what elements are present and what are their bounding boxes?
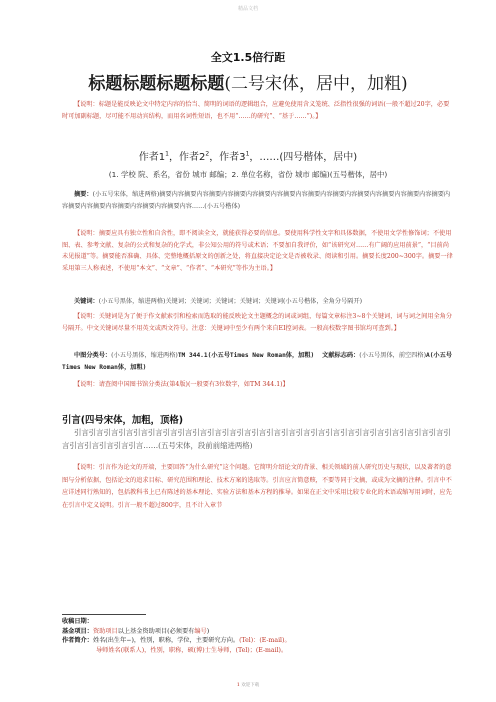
abstract-label: 摘要：	[74, 191, 93, 198]
abstract-explanation: 【说明：摘要应具有独立性和自含性，即不阅读全文，就能获得必要的信息。要使用科学性文字和具体数据，不使用文学性修饰词；不使用图、表、参考文献、复杂的公式和复杂的化学式，非公知公用的符号或术语；不要加自我评价，如“该研究对……有广阔的应用前景”，“目前尚未见报道”等。摘要能否准确、具体、完整地概括原文的创新之处，将直接决定论文是否被收录、阅读和引用。摘要长度200~300字。摘要一律采用第三人称表述，不使用“本文”、“文章”、“作者”、“本研究”等作为主语。】	[62, 230, 453, 272]
fund-text-highlight: 资助项目	[92, 627, 118, 635]
intro-heading: 引言(四号宋体，加粗，顶格)	[62, 415, 184, 426]
intro-explanation: 【说明：引言作为论文的开端，主要回答“为什么研究”这个问题。它简明介绍论文的背景、相关领域的前人研究历史与现状，以及著者的意图与分析依据，包括论文的追求目标、研究范围和理论、技术方案的选取等。引言应言简意赅，不要等同于文摘，或成为文摘的注释。引言中不应详述同行熟知的，包括教科书上已有陈述的基本理论、实验方法和基本方程的推导。如果在正文中采用比较专业化的术语或缩写用词时，应先在引言中定义说明。引言一般不超过800字，且不计入章节	[62, 464, 452, 509]
page-number	[0, 682, 496, 688]
doc-code-hint: (小五号黑体，前空四格)	[359, 352, 426, 359]
author-format-note: ，……(四号楷体，居中)	[249, 152, 358, 163]
fund-text: 以上基金资助项目(必须要有	[117, 627, 195, 635]
author-2: ，作者2	[168, 152, 206, 163]
page-number-value: 1	[236, 682, 240, 688]
abstract-text: (小五号宋体，缩进两格)摘要内容摘要内容摘要内容摘要内容摘要内容摘要内容摘要内容摘要内容摘要内容摘要内容摘要内容摘要内容摘要内容摘要内容摘要内容摘要内容摘要内容……(小五号楷体)	[62, 191, 451, 210]
header-watermark: 精品文档	[237, 6, 258, 12]
footnote-tutor: 导师姓名(联系人)，性别，职称，硕(博)士生导师，(Tel)；(E-mail)。	[96, 646, 288, 654]
line-spacing-note: 全文1.5倍行距	[210, 51, 286, 64]
keywords-paragraph	[62, 296, 454, 308]
classification-paragraph	[62, 350, 454, 373]
keywords-text: (小五号黑体，缩进两格)关键词；关键词；关键词；关键词；关键词(小五号楷体，全角分号隔开)	[98, 298, 363, 305]
page-number-suffix: 欢迎下载	[241, 683, 260, 688]
keywords-explanation: 【说明：关键词是为了便于作文献索引和检索而选取的能反映论文主题概念的词或词组，每篇文章标注3~8个关键词，词与词之间用全角分号隔开。中文关键词尽量不用英文或西文符号。注意：关键词中至少有两个来自EI控词表。一般高校数字图书馆均可查到。】	[62, 313, 453, 332]
classification-hint: (小五号黑体，缩进两格)	[111, 352, 178, 359]
keywords-label: 关键词：	[74, 298, 99, 305]
abstract-paragraph	[62, 189, 454, 212]
author-bio-text: 姓名(出生年−)，性别，职称，学位，主要研究方向。	[92, 637, 240, 645]
fund-text-highlight-2: 编号	[194, 627, 207, 635]
footnote-received	[62, 617, 454, 627]
footnote-fund	[62, 627, 454, 637]
fund-label: 基金项目：	[62, 627, 93, 635]
author-3-affil-index: 1	[245, 150, 250, 158]
received-label: 收稿日期：	[62, 618, 93, 625]
paper-title-main: 标题标题标题标题	[88, 74, 225, 94]
paper-title	[0, 69, 496, 94]
title-explanation	[62, 99, 454, 122]
footnote-author	[62, 636, 454, 646]
classification-code: TM 344.1(小五号Times New Roman体，加粗)	[177, 352, 315, 359]
intro-body: 引言引言引言引言引言引言引言引言引言引言引言引言引言引言引言引言引言引言引言引言引言引言引言引言引言引言引言引言引言引言引言……(五号宋体，段前前缩进两格)	[62, 428, 451, 450]
doc-code: A(小五号Times New Roman体，加粗)	[62, 352, 452, 371]
author-bio-label: 作者简介：	[62, 637, 93, 645]
author-3: ，作者3	[209, 152, 246, 163]
author-1: 作者1	[138, 152, 166, 163]
footnote-divider	[62, 614, 146, 615]
author-1-affil-index: 1	[165, 150, 169, 158]
title-explanation-text: 【说明：标题是能反映论文中特定内容的恰当、简明的词语的逻辑组合，应避免使用含义笼统、泛指性很强的词语(一般不超过20字，必要时可加副标题，尽可能不用动宾结构，而用名词性短语，也不用“……的研究”、“基于……”)。】	[62, 101, 450, 120]
footnote-block	[62, 617, 454, 655]
classification-explanation: 【说明：请查阅中国图书馆分类法(第4版)(一般要有3位数字，如TM 344.1)】	[74, 381, 289, 388]
doc-code-label: 文献标志码：	[322, 352, 360, 359]
author-2-affil-index: 2	[205, 150, 210, 158]
classification-label: 中图分类号：	[74, 352, 112, 359]
affiliation-line: (1. 学校 院、系名，省份 城市 邮编；2. 单位名称，省份 城市 邮编)(五号楷体，居中)	[108, 170, 388, 179]
author-contact: (Tel)：(E-mail)。	[239, 637, 291, 645]
fund-text-end: )	[206, 627, 210, 635]
paper-title-format-note: (二号宋体，居中，加粗)	[224, 74, 408, 94]
author-line	[0, 148, 496, 163]
